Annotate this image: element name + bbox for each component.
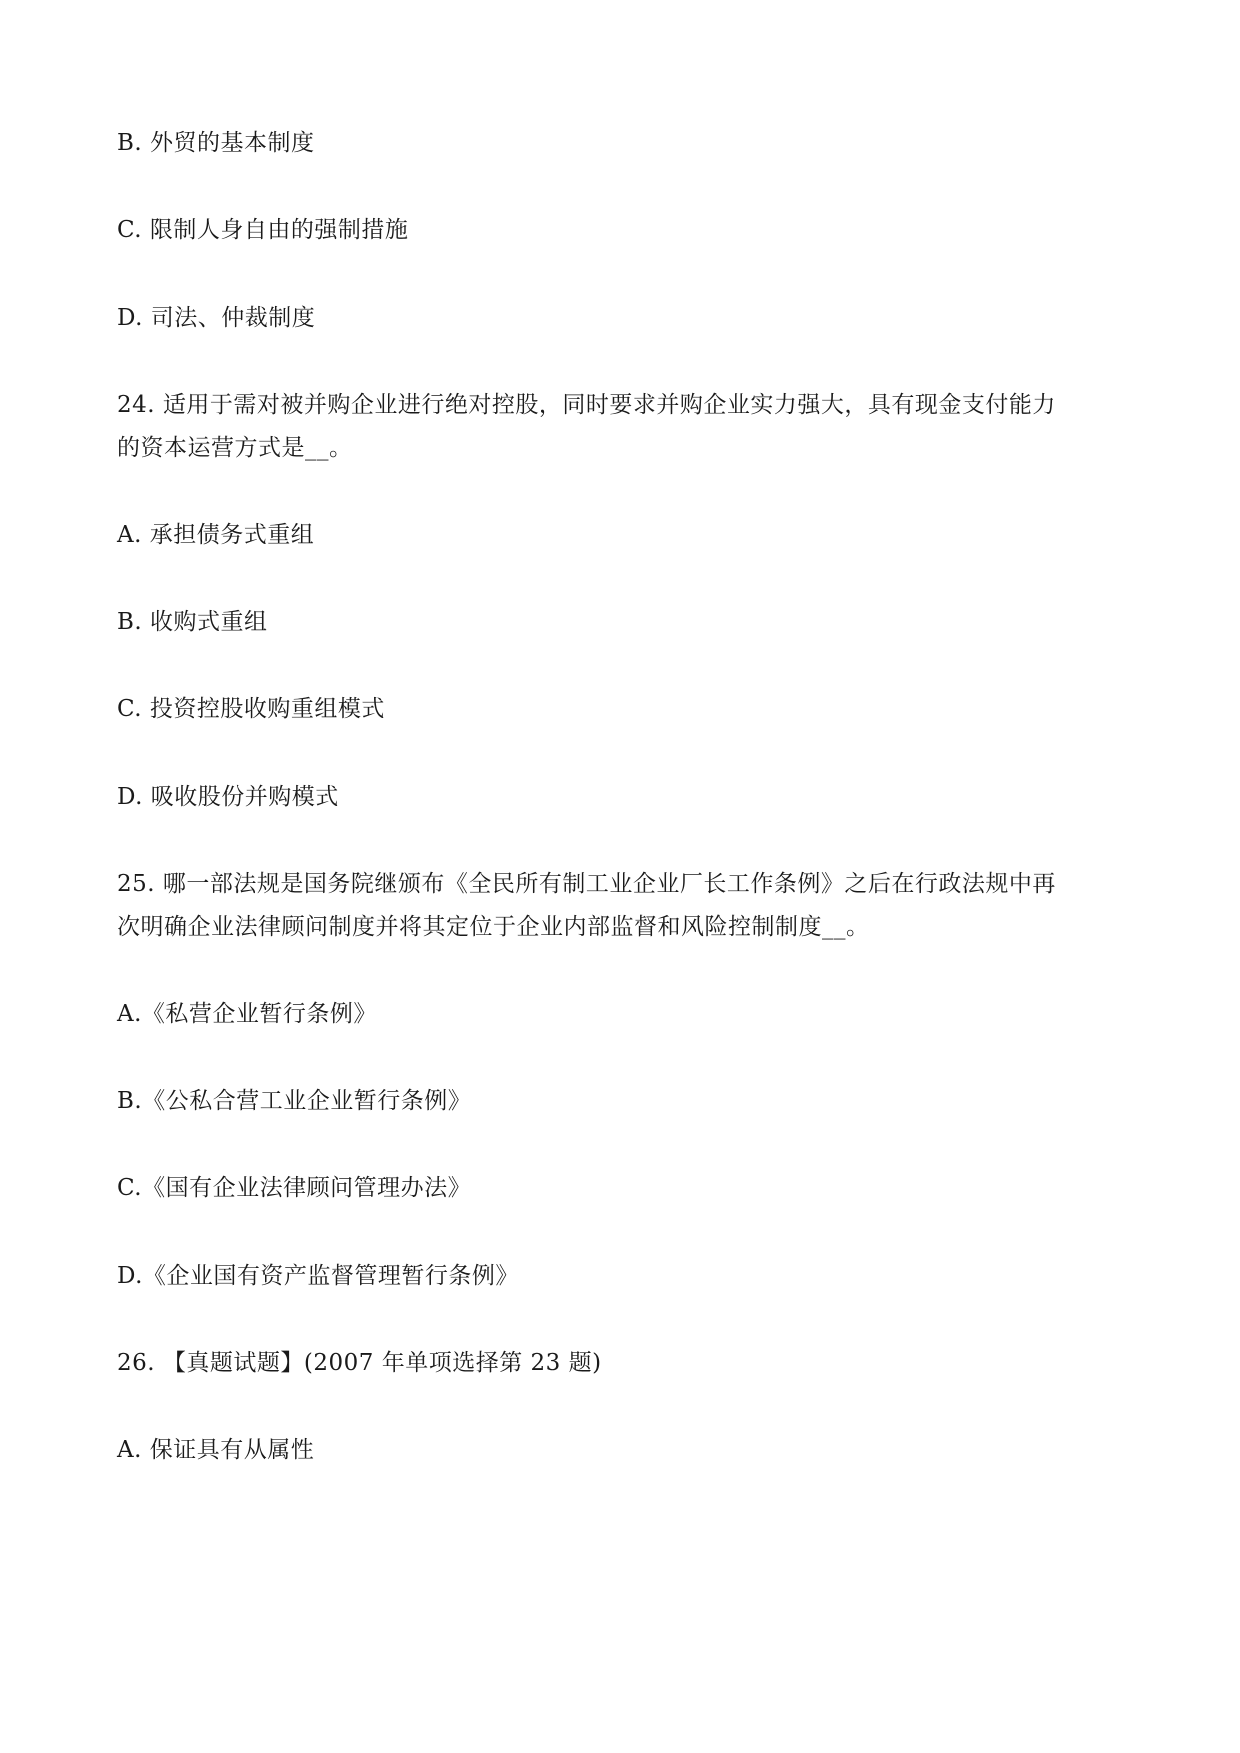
q25-option-c: C.《国有企业法律顾问管理办法》 xyxy=(117,1175,472,1201)
q26-option-a: A. 保证具有从属性 xyxy=(117,1437,315,1463)
q24-option-b: B. 收购式重组 xyxy=(117,609,268,635)
q26-stem-line1: 26. 【真题试题】(2007 年单项选择第 23 题) xyxy=(117,1350,602,1376)
q25-option-d: D.《企业国有资产监督管理暂行条例》 xyxy=(117,1263,519,1289)
q25-option-a: A.《私营企业暂行条例》 xyxy=(117,1001,377,1027)
q24-option-a: A. 承担债务式重组 xyxy=(117,522,315,548)
q24-stem-line2: 的资本运营方式是__。 xyxy=(117,435,353,461)
q23-option-c: C. 限制人身自由的强制措施 xyxy=(117,217,409,243)
q24-stem-line1: 24. 适用于需对被并购企业进行绝对控股，同时要求并购企业实力强大，具有现金支付能力 xyxy=(117,392,1056,418)
q24-option-c: C. 投资控股收购重组模式 xyxy=(117,696,385,722)
q24-option-d: D. 吸收股份并购模式 xyxy=(117,784,339,810)
q25-stem-line2: 次明确企业法律顾问制度并将其定位于企业内部监督和风险控制制度__。 xyxy=(117,914,870,940)
q23-option-b: B. 外贸的基本制度 xyxy=(117,130,315,156)
q25-stem-line1: 25. 哪一部法规是国务院继颁布《全民所有制工业企业厂长工作条例》之后在行政法规中再 xyxy=(117,871,1056,897)
q23-option-d: D. 司法、仲裁制度 xyxy=(117,305,316,331)
q25-option-b: B.《公私合营工业企业暂行条例》 xyxy=(117,1088,472,1114)
